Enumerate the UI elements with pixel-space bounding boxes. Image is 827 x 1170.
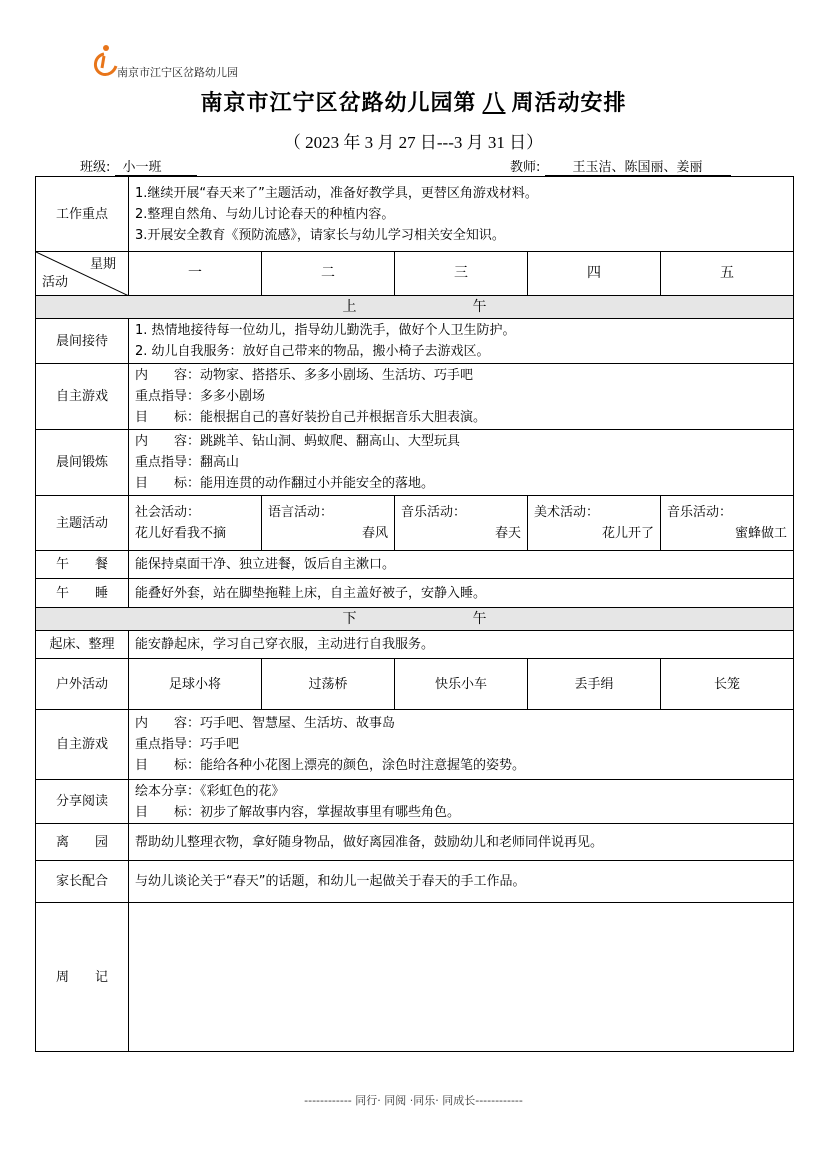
reception-line: 2. 幼儿自我服务：放好自己带来的物品，搬小椅子去游戏区。 <box>135 344 490 359</box>
theme-name: 花儿好看我不摘 <box>135 526 227 541</box>
lunch-row <box>36 551 794 579</box>
outdoor-label: 户外活动 <box>36 659 129 710</box>
band-char: 上 <box>342 298 357 315</box>
title-prefix: 南京市江宁区岔路幼儿园第 <box>200 90 477 116</box>
nap-row <box>36 579 794 608</box>
outdoor-item: 丢手绢 <box>528 659 661 710</box>
leaving-label: 离 园 <box>36 824 129 861</box>
nap-text: 能叠好外套，站在脚垫拖鞋上床，自主盖好被子，安静入睡。 <box>129 579 794 608</box>
exercise-goal: 目 标：能用连贯的动作翻过小并能安全的落地。 <box>135 476 435 491</box>
free-play-focus: 重点指导：巧手吧 <box>135 737 240 752</box>
title-week: 八 <box>482 90 506 116</box>
day-thursday: 四 <box>528 252 661 296</box>
band-char: 午 <box>472 610 487 627</box>
logo-icon <box>90 44 118 78</box>
class-info <box>80 156 197 176</box>
free-play-content: 内 容：巧手吧、智慧屋、生活坊、故事岛 <box>135 716 396 731</box>
afternoon-band-row <box>36 608 794 631</box>
footer-slogan: ------------ 同行· 同阅 ·同乐· 同成长------------ <box>304 1094 523 1107</box>
theme-type: 音乐活动： <box>401 505 467 520</box>
work-focus-label: 工作重点 <box>36 177 129 252</box>
class-label: 班级: <box>80 160 111 175</box>
outdoor-row <box>36 659 794 710</box>
morning-exercise-row <box>36 430 794 496</box>
parents-text: 与幼儿谈论关于“春天”的话题，和幼儿一起做关于春天的手工作品。 <box>129 861 794 903</box>
leaving-row <box>36 824 794 861</box>
reading-label: 分享阅读 <box>36 780 129 824</box>
diagonal-header-cell <box>36 252 129 296</box>
weekday-header-row <box>36 252 794 296</box>
free-play-pm-content <box>129 710 794 780</box>
theme-name: 春天 <box>494 526 521 541</box>
band-char: 午 <box>472 298 487 315</box>
reading-content <box>129 780 794 824</box>
wake-up-text: 能安静起床，学习自己穿衣服，主动进行自我服务。 <box>129 631 794 659</box>
morning-exercise-label: 晨间锻炼 <box>36 430 129 496</box>
weekday-label: 星期 <box>89 257 116 272</box>
work-focus-item: 3.开展安全教育《预防流感》，请家长与幼儿学习相关安全知识。 <box>135 227 505 243</box>
reception-line: 1. 热情地接待每一位幼儿，指导幼儿勤洗手，做好个人卫生防护。 <box>135 323 516 338</box>
work-focus-content <box>129 177 794 252</box>
logo-text: 南京市江宁区岔路幼儿园 <box>117 66 238 79</box>
parents-label: 家长配合 <box>36 861 129 903</box>
teacher-info <box>510 156 731 176</box>
morning-exercise-content <box>129 430 794 496</box>
wake-up-label: 起床、整理 <box>36 631 129 659</box>
exercise-focus: 重点指导：翻高山 <box>135 455 240 470</box>
teacher-label: 教师: <box>510 160 541 175</box>
reading-book: 绘本分享：《彩虹色的花》 <box>135 783 285 799</box>
weekly-notes-area[interactable] <box>129 903 794 1052</box>
free-play-goal: 目 标：能给各种小花图上漂亮的颜色，涂色时注意握笔的姿势。 <box>135 758 526 773</box>
theme-cell-friday <box>661 496 794 551</box>
activity-label: 活动 <box>42 275 69 290</box>
free-play-am-row <box>36 364 794 430</box>
free-play-am-label: 自主游戏 <box>36 364 129 430</box>
morning-reception-row <box>36 319 794 364</box>
reading-row <box>36 780 794 824</box>
free-play-am-content <box>129 364 794 430</box>
title-suffix: 周活动安排 <box>511 90 627 116</box>
lunch-text: 能保持桌面干净、独立进餐，饭后自主漱口。 <box>129 551 794 579</box>
exercise-content: 内 容：跳跳羊、钻山洞、蚂蚁爬、翻高山、大型玩具 <box>135 434 461 449</box>
day-monday: 一 <box>129 252 262 296</box>
theme-name: 花儿开了 <box>601 526 654 541</box>
day-friday: 五 <box>661 252 794 296</box>
teacher-value: 王玉洁、陈国丽、姜丽 <box>545 156 731 176</box>
outdoor-item: 快乐小车 <box>395 659 528 710</box>
day-tuesday: 二 <box>262 252 395 296</box>
weekly-notes-label: 周 记 <box>36 903 129 1052</box>
theme-name: 蜜蜂做工 <box>735 526 788 541</box>
theme-cell-thursday <box>528 496 661 551</box>
day-wednesday: 三 <box>395 252 528 296</box>
theme-cell-tuesday <box>262 496 395 551</box>
outdoor-item: 过荡桥 <box>262 659 395 710</box>
theme-type: 美术活动： <box>534 505 600 520</box>
theme-type: 社会活动： <box>135 505 201 520</box>
parents-row <box>36 861 794 903</box>
class-value: 小一班 <box>115 156 197 176</box>
schedule-table <box>35 176 794 1052</box>
theme-activity-label: 主题活动 <box>36 496 129 551</box>
wake-up-row <box>36 631 794 659</box>
reading-goal: 目 标：初步了解故事内容，掌握故事里有哪些角色。 <box>135 804 461 820</box>
free-play-goal: 目 标：能根据自己的喜好装扮自己并根据音乐大胆表演。 <box>135 410 487 425</box>
outdoor-item: 足球小将 <box>129 659 262 710</box>
work-focus-item: 1.继续开展“春天来了”主题活动，准备好教学具，更替区角游戏材料。 <box>135 185 538 201</box>
lunch-label: 午 餐 <box>36 551 129 579</box>
theme-type: 语言活动： <box>268 505 334 520</box>
free-play-pm-label: 自主游戏 <box>36 710 129 780</box>
work-focus-item: 2.整理自然角、与幼儿讨论春天的种植内容。 <box>135 206 395 222</box>
band-char: 下 <box>342 610 357 627</box>
page-title <box>0 86 827 117</box>
theme-activity-row <box>36 496 794 551</box>
morning-reception-label: 晨间接待 <box>36 319 129 364</box>
outdoor-item: 长笼 <box>661 659 794 710</box>
leaving-text: 帮助幼儿整理衣物，拿好随身物品，做好离园准备，鼓励幼儿和老师同伴说再见。 <box>129 824 794 861</box>
free-play-content: 内 容：动物家、搭搭乐、多多小剧场、生活坊、巧手吧 <box>135 368 474 383</box>
theme-cell-monday <box>129 496 262 551</box>
theme-type: 音乐活动： <box>667 505 733 520</box>
morning-band-row <box>36 296 794 319</box>
free-play-pm-row <box>36 710 794 780</box>
date-range: （ 2023 年 3 月 27 日---3 月 31 日） <box>283 133 544 152</box>
theme-cell-wednesday <box>395 496 528 551</box>
kindergarten-logo <box>90 44 330 80</box>
weekly-notes-row <box>36 903 794 1052</box>
morning-band <box>36 296 794 319</box>
afternoon-band <box>36 608 794 631</box>
nap-label: 午 睡 <box>36 579 129 608</box>
free-play-focus: 重点指导：多多小剧场 <box>135 389 266 404</box>
morning-reception-content <box>129 319 794 364</box>
theme-name: 春风 <box>361 526 388 541</box>
work-focus-row <box>36 177 794 252</box>
